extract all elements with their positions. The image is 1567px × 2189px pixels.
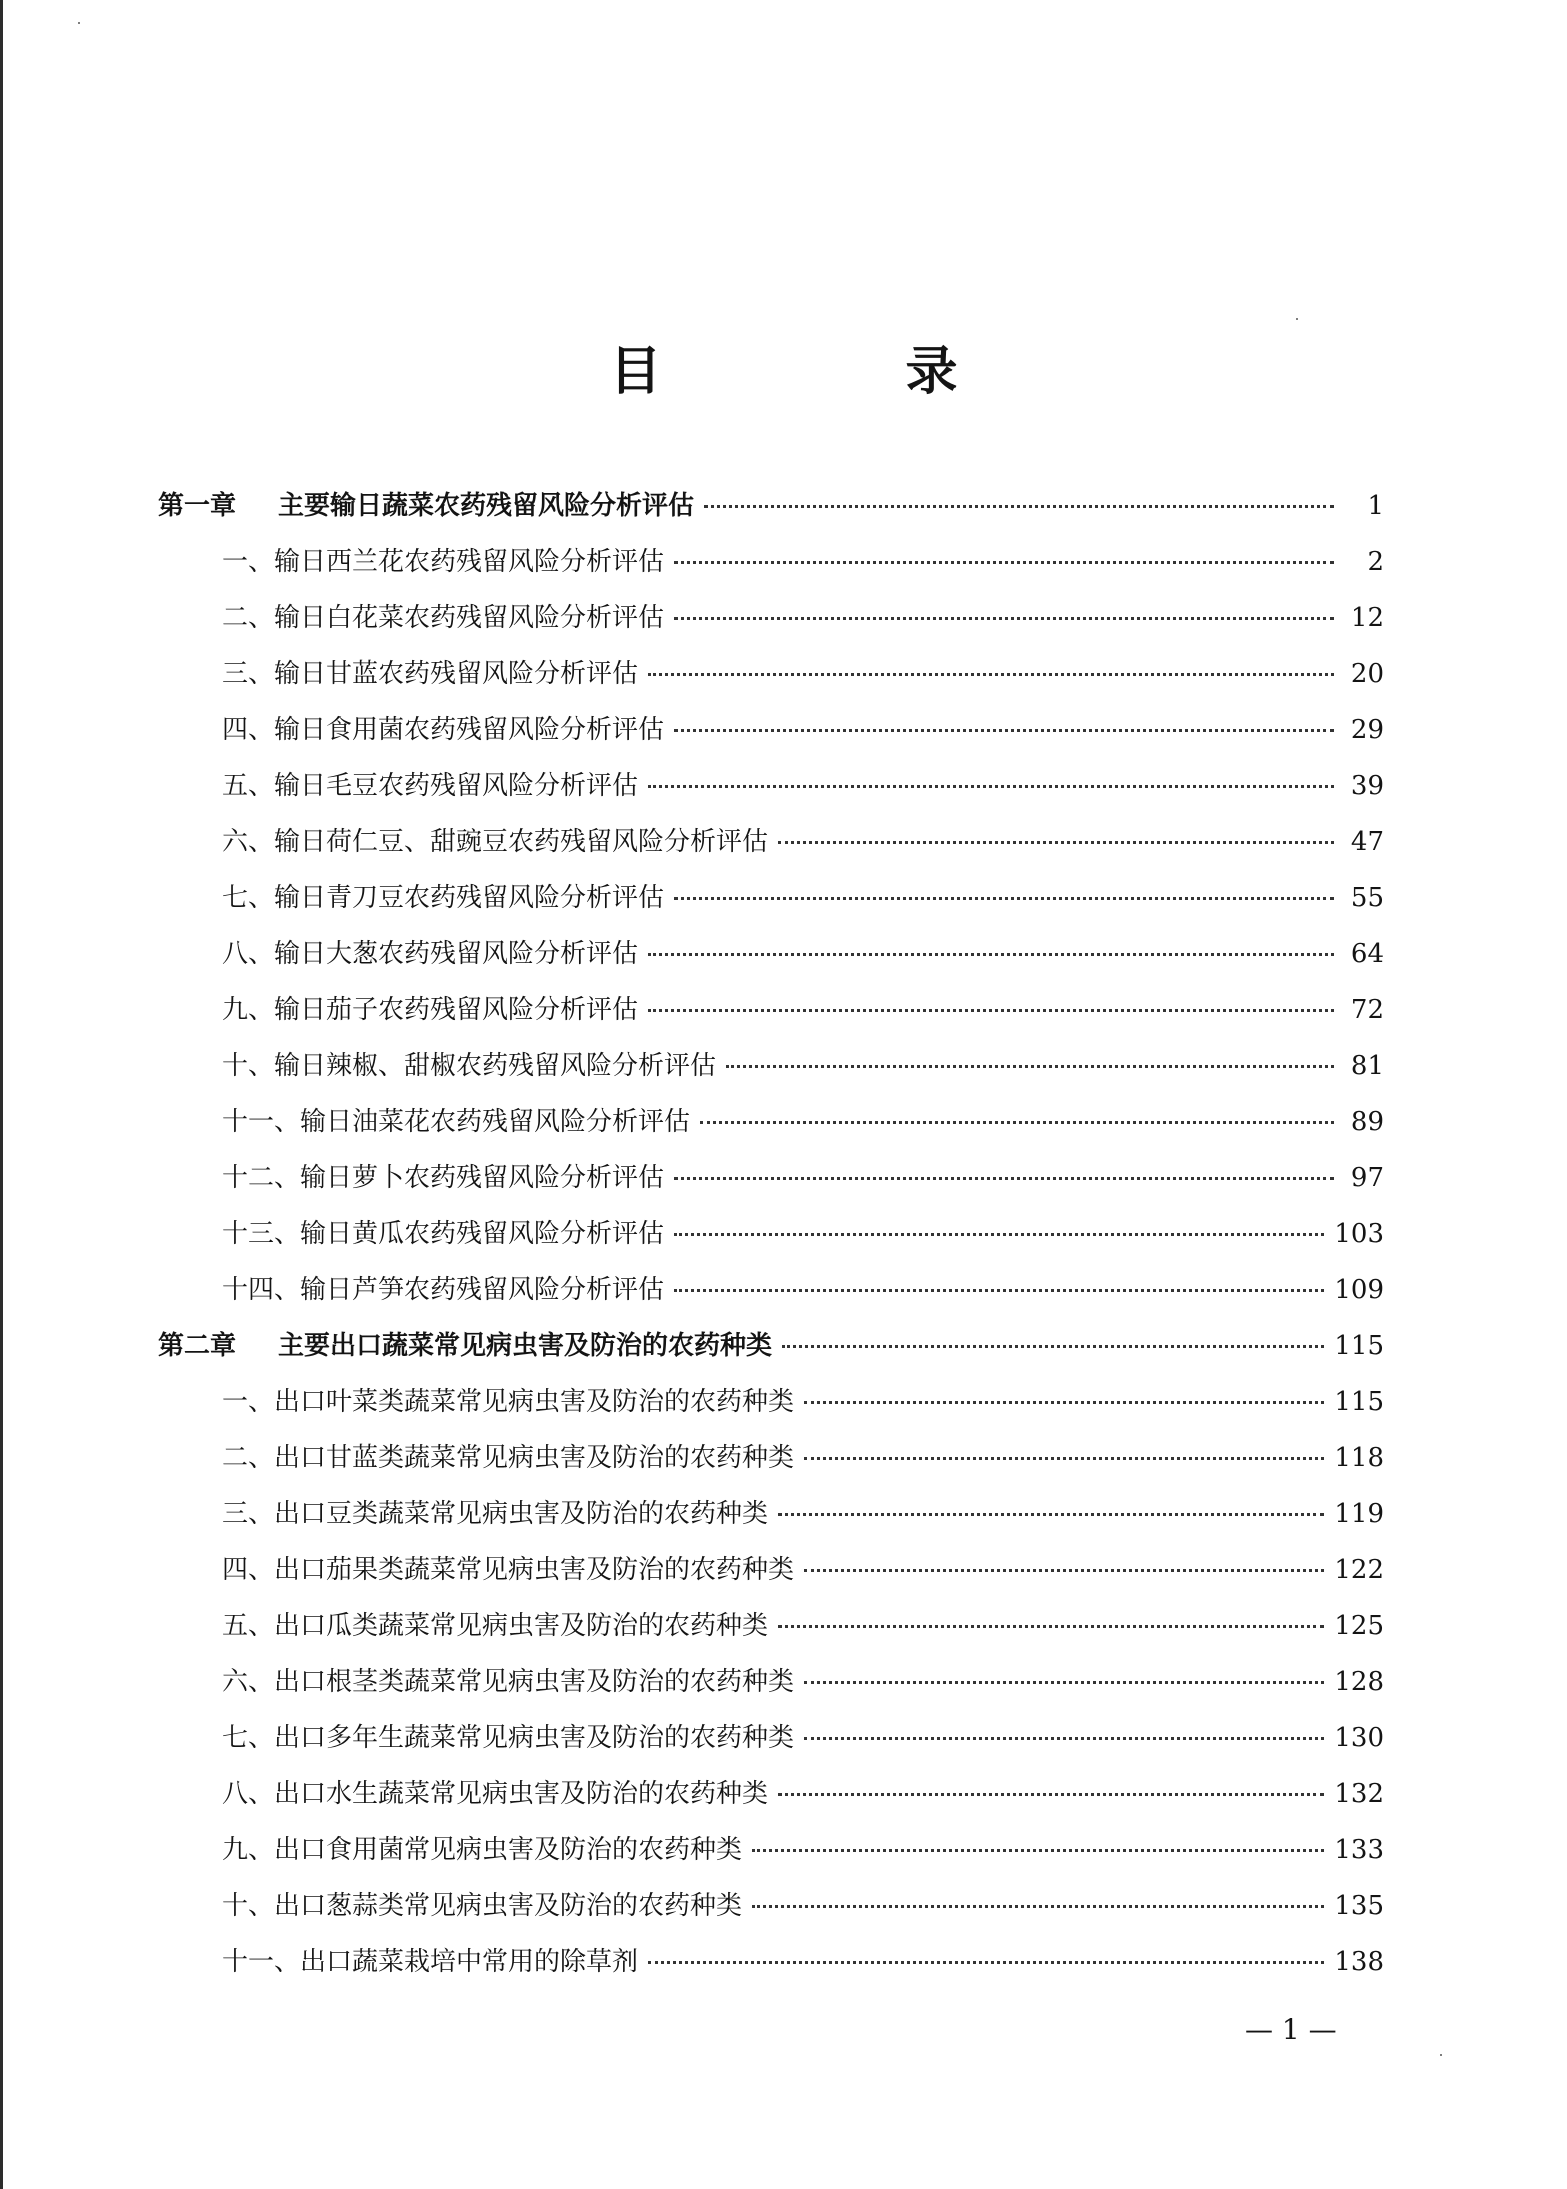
toc-page-number: 97 <box>1350 1163 1384 1193</box>
toc-section-entry[interactable] <box>158 758 1384 814</box>
toc-page-number: 81 <box>1350 1051 1384 1081</box>
toc-section-entry[interactable] <box>158 1598 1384 1654</box>
toc-entry-title: 二、输日白花菜农药残留风险分析评估 <box>222 603 665 633</box>
toc-entry-title: 四、出口茄果类蔬菜常见病虫害及防治的农药种类 <box>222 1555 795 1585</box>
dot-leader <box>648 1961 1324 1964</box>
toc-page-number: 138 <box>1334 1947 1384 1977</box>
toc-entry-title: 十一、出口蔬菜栽培中常用的除草剂 <box>222 1947 639 1977</box>
toc-section-entry[interactable] <box>158 1542 1384 1598</box>
toc-section-entry[interactable] <box>158 982 1384 1038</box>
scan-speck <box>78 22 80 24</box>
toc-page-number: 64 <box>1350 939 1384 969</box>
chapter-number: 第二章 <box>158 1331 237 1361</box>
toc-section-entry[interactable] <box>158 1094 1384 1150</box>
toc-section-entry[interactable] <box>158 1430 1384 1486</box>
page-title: 目 录 <box>609 341 1054 402</box>
toc-entry-title: 二、出口甘蓝类蔬菜常见病虫害及防治的农药种类 <box>222 1443 795 1473</box>
dot-leader <box>674 729 1334 732</box>
dot-leader <box>752 1905 1324 1908</box>
toc-page-number: 115 <box>1334 1331 1384 1361</box>
dot-leader <box>804 1457 1324 1460</box>
toc-section-entry[interactable] <box>158 1654 1384 1710</box>
toc-section-entry[interactable] <box>158 702 1384 758</box>
toc-entry-title: 十二、输日萝卜农药残留风险分析评估 <box>222 1163 665 1193</box>
dot-leader <box>778 1793 1324 1796</box>
dot-leader <box>778 1625 1324 1628</box>
dot-leader <box>726 1065 1334 1068</box>
dot-leader <box>704 505 1334 508</box>
toc-entry-title: 五、出口瓜类蔬菜常见病虫害及防治的农药种类 <box>222 1611 769 1641</box>
toc-entry-title: 六、输日荷仁豆、甜豌豆农药残留风险分析评估 <box>222 827 769 857</box>
dot-leader <box>674 1177 1334 1180</box>
toc-section-entry[interactable] <box>158 814 1384 870</box>
dot-leader <box>674 617 1334 620</box>
toc-page-number: 119 <box>1334 1499 1384 1529</box>
toc-page-number: 2 <box>1367 547 1384 577</box>
toc-section-entry[interactable] <box>158 926 1384 982</box>
scan-left-edge <box>0 0 3 2189</box>
toc-entry-title: 十、出口葱蒜类常见病虫害及防治的农药种类 <box>222 1891 743 1921</box>
toc-entry-title: 七、出口多年生蔬菜常见病虫害及防治的农药种类 <box>222 1723 795 1753</box>
scan-speck <box>1296 318 1298 320</box>
dot-leader <box>778 1513 1324 1516</box>
toc-entry-title: 九、输日茄子农药残留风险分析评估 <box>222 995 639 1025</box>
toc-entry-title: 十、输日辣椒、甜椒农药残留风险分析评估 <box>222 1051 717 1081</box>
dot-leader <box>648 953 1334 956</box>
toc-section-entry[interactable] <box>158 870 1384 926</box>
toc-section-entry[interactable] <box>158 646 1384 702</box>
toc-page-number: 1 <box>1367 491 1384 521</box>
toc-page-number: 122 <box>1334 1555 1384 1585</box>
chapter-number: 第一章 <box>158 491 237 521</box>
toc-entry-title: 九、出口食用菌常见病虫害及防治的农药种类 <box>222 1835 743 1865</box>
toc-page-number: 12 <box>1350 603 1384 633</box>
toc-entry-title: 一、出口叶菜类蔬菜常见病虫害及防治的农药种类 <box>222 1387 795 1417</box>
toc-page-number: 47 <box>1350 827 1384 857</box>
dot-leader <box>804 1681 1324 1684</box>
dot-leader <box>804 1569 1324 1572</box>
toc-section-entry[interactable] <box>158 1038 1384 1094</box>
toc-page-number: 125 <box>1334 1611 1384 1641</box>
toc-entry-title: 三、输日甘蓝农药残留风险分析评估 <box>222 659 639 689</box>
toc-section-entry[interactable] <box>158 1766 1384 1822</box>
toc-page-number: 115 <box>1334 1387 1384 1417</box>
dot-leader <box>648 1009 1334 1012</box>
page-folio: — 1 — <box>1245 2013 1337 2046</box>
dot-leader <box>674 561 1334 564</box>
toc-page-number: 39 <box>1350 771 1384 801</box>
toc-section-entry[interactable] <box>158 1710 1384 1766</box>
toc-entry-title: 七、输日青刀豆农药残留风险分析评估 <box>222 883 665 913</box>
toc-entry-title: 主要输日蔬菜农药残留风险分析评估 <box>278 491 695 521</box>
toc-entry-title: 六、出口根茎类蔬菜常见病虫害及防治的农药种类 <box>222 1667 795 1697</box>
toc-section-entry[interactable] <box>158 1374 1384 1430</box>
toc-entry-title: 五、输日毛豆农药残留风险分析评估 <box>222 771 639 801</box>
dot-leader <box>778 841 1334 844</box>
toc-page-number: 29 <box>1350 715 1384 745</box>
toc-entry-title: 十四、输日芦笋农药残留风险分析评估 <box>222 1275 665 1305</box>
dot-leader <box>674 1233 1324 1236</box>
toc-entry-title: 十三、输日黄瓜农药残留风险分析评估 <box>222 1219 665 1249</box>
dot-leader <box>700 1121 1334 1124</box>
toc-section-entry[interactable] <box>158 534 1384 590</box>
toc-page-number: 103 <box>1334 1219 1384 1249</box>
toc-entry-title: 三、出口豆类蔬菜常见病虫害及防治的农药种类 <box>222 1499 769 1529</box>
toc-page-number: 20 <box>1350 659 1384 689</box>
toc-page-number: 133 <box>1334 1835 1384 1865</box>
toc-chapter-entry[interactable] <box>158 478 1384 534</box>
toc-chapter-entry[interactable] <box>158 1318 1384 1374</box>
dot-leader <box>804 1401 1324 1404</box>
toc-page-number: 72 <box>1350 995 1384 1025</box>
dot-leader <box>804 1737 1324 1740</box>
toc-entry-title: 四、输日食用菌农药残留风险分析评估 <box>222 715 665 745</box>
toc-page-number: 135 <box>1334 1891 1384 1921</box>
toc-section-entry[interactable] <box>158 1934 1384 1990</box>
toc-entry-title: 主要出口蔬菜常见病虫害及防治的农药种类 <box>278 1331 773 1361</box>
scan-speck <box>1440 2054 1442 2056</box>
toc-section-entry[interactable] <box>158 1486 1384 1542</box>
toc-page-number: 55 <box>1350 883 1384 913</box>
toc-section-entry[interactable] <box>158 1206 1384 1262</box>
toc-page-number: 89 <box>1350 1107 1384 1137</box>
toc-section-entry[interactable] <box>158 1878 1384 1934</box>
toc-page-number: 109 <box>1334 1275 1384 1305</box>
dot-leader <box>674 1289 1324 1292</box>
dot-leader <box>782 1345 1324 1348</box>
toc-entry-title: 十一、输日油菜花农药残留风险分析评估 <box>222 1107 691 1137</box>
toc-section-entry[interactable] <box>158 1262 1384 1318</box>
toc-section-entry[interactable] <box>158 590 1384 646</box>
dot-leader <box>648 673 1334 676</box>
dot-leader <box>752 1849 1324 1852</box>
toc-page-number: 128 <box>1334 1667 1384 1697</box>
toc-entry-title: 八、出口水生蔬菜常见病虫害及防治的农药种类 <box>222 1779 769 1809</box>
dot-leader <box>648 785 1334 788</box>
toc-section-entry[interactable] <box>158 1822 1384 1878</box>
toc-entry-title: 八、输日大葱农药残留风险分析评估 <box>222 939 639 969</box>
toc-entry-title: 一、输日西兰花农药残留风险分析评估 <box>222 547 665 577</box>
toc-page-number: 118 <box>1334 1443 1384 1473</box>
toc-section-entry[interactable] <box>158 1150 1384 1206</box>
table-of-contents <box>158 478 1384 1990</box>
toc-page-number: 132 <box>1334 1779 1384 1809</box>
dot-leader <box>674 897 1334 900</box>
toc-page-number: 130 <box>1334 1723 1384 1753</box>
